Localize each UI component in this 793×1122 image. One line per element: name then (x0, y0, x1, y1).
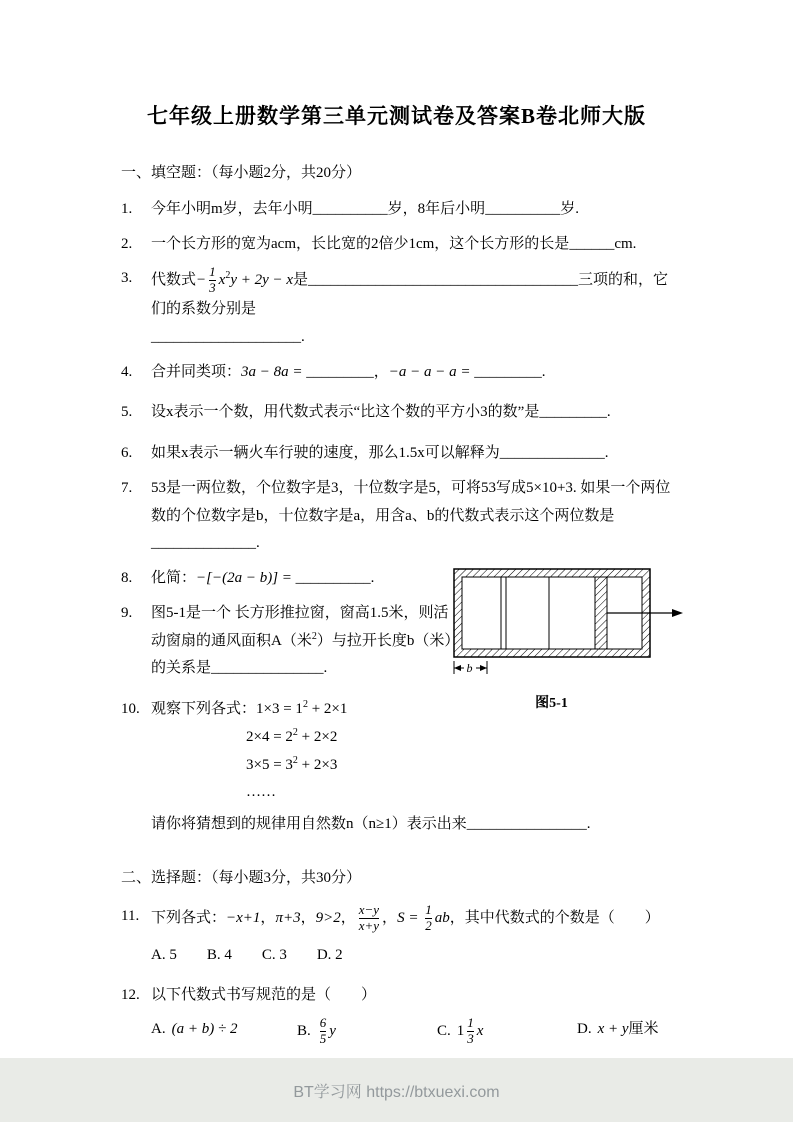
text: 三项的和，它们的系数分别是 (151, 272, 669, 318)
option-label: D. (577, 1021, 592, 1037)
question-12 (121, 982, 679, 1047)
question-5 (121, 399, 679, 427)
math-expression: π+3 (275, 909, 301, 926)
math-expression: y + 2y − x (230, 272, 294, 289)
text: ， (382, 909, 398, 926)
option-label: A. (151, 1021, 166, 1037)
math-expression: 9>2 (315, 909, 341, 926)
fraction (467, 1016, 474, 1047)
question-number: 2. (121, 235, 133, 252)
question-text (151, 196, 679, 224)
answer-options: A. 5 B. 4 C. 3 D. 2 (151, 946, 343, 963)
text: 是 (293, 272, 309, 289)
question-text (151, 600, 455, 683)
text: . (606, 404, 611, 421)
arrow-head-icon (672, 609, 683, 617)
equation-part: + 2×3 (297, 756, 338, 773)
question-number: 1. (121, 200, 133, 217)
option-label: C. (437, 1022, 451, 1039)
math-expression: −a − a − a = (388, 363, 475, 380)
text: 代数式 (151, 272, 197, 289)
fraction-denominator: 5 (319, 1030, 327, 1046)
footer-watermark: BT学习网 https://btxuexi.com (293, 1083, 500, 1101)
dimension-label: b (466, 660, 473, 675)
blank-line: _________ (539, 404, 607, 421)
fraction-denominator: x+y (358, 917, 380, 933)
text: cm. (614, 235, 637, 252)
arrow-head-icon (480, 665, 487, 671)
fraction-numerator: 6 (319, 1015, 327, 1030)
page-title: 七年级上册数学第三单元测试卷及答案B卷北师大版 (146, 104, 646, 128)
question-6 (121, 440, 679, 468)
document-content (121, 160, 679, 1095)
text: 下列各式： (151, 909, 227, 926)
blank-line: __________ (295, 570, 371, 587)
figure-caption: 图5-1 (535, 695, 568, 711)
superscript: 2 (292, 726, 298, 738)
text: . (256, 535, 260, 552)
conclusion-line (151, 811, 679, 839)
fraction-denominator: 3 (467, 1030, 474, 1046)
text: 合并同类项： (151, 363, 242, 380)
question-number: 3. (121, 270, 133, 287)
equation-part: + 2×2 (297, 728, 338, 745)
text: ）与拉开长度b（米）的关系是 (151, 632, 452, 677)
text: . (604, 445, 609, 462)
math-expression: S = (397, 909, 423, 926)
question-11 (121, 903, 679, 970)
text: 厘米 (628, 1021, 659, 1037)
equation (246, 752, 679, 780)
text: . (586, 816, 591, 833)
fraction-numerator: 1 (209, 264, 216, 280)
superscript: 2 (292, 754, 298, 766)
text: ， (373, 363, 389, 380)
question-10 (121, 696, 679, 839)
question-text (151, 359, 679, 387)
blank-line: __________ (485, 200, 561, 217)
blank-line: ______________ (499, 445, 605, 462)
answer-options (151, 1016, 679, 1047)
blank-line: ____________________________________ (308, 272, 579, 289)
question-number: 7. (121, 479, 133, 496)
text: . (323, 660, 328, 677)
question-text (151, 475, 679, 558)
option-label: B. (297, 1022, 311, 1039)
text: 53是一两位数，个位数字是3，十位数字是5，可将53写成5×10+3. 如果一个两位数的个位数字是b，十位数字是a，用含a、b的代数式表示这个两位数是 (151, 479, 671, 524)
question-text (151, 903, 679, 970)
question-text (151, 982, 679, 1047)
blank-line: ____________________ (151, 328, 301, 345)
blank-line: _________ (474, 363, 542, 380)
blank-line: __________ (312, 200, 388, 217)
fraction (359, 903, 379, 934)
text: 设x表示一个数，用代数式表示“比这个数的平方小3的数”是 (151, 404, 540, 421)
text: 请你将猜想到的规律用自然数n（n≥1）表示出来 (151, 816, 467, 833)
text: 岁，8年后小明 (387, 200, 486, 217)
math-variable: x (218, 272, 226, 289)
text: 今年小明m岁，去年小明 (151, 200, 313, 217)
blank-line: ______________ (151, 535, 256, 552)
fraction-numerator: 1 (425, 901, 432, 917)
option-b (297, 1016, 437, 1047)
question-number: 4. (121, 363, 133, 380)
question-text (151, 696, 679, 839)
text: . (370, 570, 375, 587)
equation-part: 1×3 = 1 (256, 701, 303, 718)
fraction-denominator: 2 (425, 917, 432, 933)
fraction (209, 265, 216, 296)
math-expression: x + y (597, 1021, 629, 1037)
text: 岁. (560, 200, 579, 217)
math-expression: y (329, 1022, 336, 1039)
arrow-head-icon (454, 665, 461, 671)
math-expression: x (476, 1022, 484, 1039)
question-text (151, 265, 679, 351)
option-c (437, 1016, 577, 1047)
question-number: 5. (121, 404, 133, 421)
question-number: 10. (121, 701, 140, 718)
question-7 (121, 475, 679, 558)
option-d (577, 1016, 659, 1047)
fraction (320, 1016, 327, 1047)
equation-part: 3×5 = 3 (246, 756, 293, 773)
text: 一个长方形的宽为acm，长比宽的2倍少1cm，这个长方形的长是 (151, 235, 570, 252)
text: . (301, 328, 305, 345)
option-a (151, 1016, 297, 1047)
stem: 以下代数式书写规范的是（ ） (151, 987, 377, 1004)
text: 图5-1是一个 长方形推拉窗，窗高1.5米，则活动窗扇的通风面积A（米 (151, 604, 449, 649)
question-number: 12. (121, 987, 140, 1004)
fraction (425, 903, 432, 934)
fraction-numerator: 1 (467, 1015, 474, 1030)
math-minus: − (196, 272, 207, 289)
question-2 (121, 231, 679, 259)
equation (256, 701, 347, 717)
section1-heading: 一、填空题：（每小题2分，共20分） (121, 165, 362, 181)
text: 化简： (151, 570, 197, 587)
footer-band (0, 1058, 793, 1122)
stem (151, 903, 679, 934)
text: ，其中代数式的个数是（ ） (449, 909, 660, 926)
math-expression: −x+1 (226, 909, 261, 926)
math-expression: ab (434, 909, 450, 926)
figure-5-1 (453, 568, 685, 717)
superscript: 2 (302, 699, 308, 711)
question-4 (121, 359, 679, 387)
question-number: 11. (121, 907, 140, 924)
math-expression: (a + b) ÷ 2 (171, 1021, 238, 1037)
question-text (151, 440, 679, 468)
question-1 (121, 196, 679, 224)
fraction-denominator: 3 (209, 280, 216, 296)
question-3 (121, 265, 679, 351)
blank-line: _______________ (211, 660, 324, 677)
question-number: 6. (121, 445, 133, 462)
superscript: 2 (311, 630, 317, 642)
equation-part: 2×4 = 2 (246, 728, 293, 745)
text: . (541, 363, 546, 380)
question-number: 8. (121, 570, 133, 587)
text: 如果x表示一辆火车行驶的速度，那么1.5x可以解释为 (151, 445, 500, 462)
blank-line: ________________ (466, 816, 587, 833)
question-text (151, 399, 679, 427)
blank-line: ______ (569, 235, 615, 252)
text: ， (340, 909, 356, 926)
superscript: 2 (225, 270, 231, 282)
blank-line: _________ (306, 363, 374, 380)
fraction-numerator: x−y (358, 901, 380, 917)
question-number: 9. (121, 604, 133, 621)
text: ， (260, 909, 276, 926)
sliding-window-diagram (453, 568, 685, 678)
question-text (151, 231, 679, 259)
text: ， (300, 909, 316, 926)
ellipsis: …… (246, 784, 276, 801)
section2-heading: 二、选择题：（每小题3分，共30分） (121, 869, 362, 886)
equation-part: + 2×1 (307, 701, 348, 718)
text: 观察下列各式： (151, 701, 257, 718)
math-expression: 3a − 8a = (241, 363, 307, 380)
math-expression: −[−(2a − b)] = (196, 570, 296, 587)
mixed-number-whole: 1 (456, 1022, 465, 1039)
sliding-pane-edge (595, 577, 607, 649)
equation (246, 724, 679, 752)
